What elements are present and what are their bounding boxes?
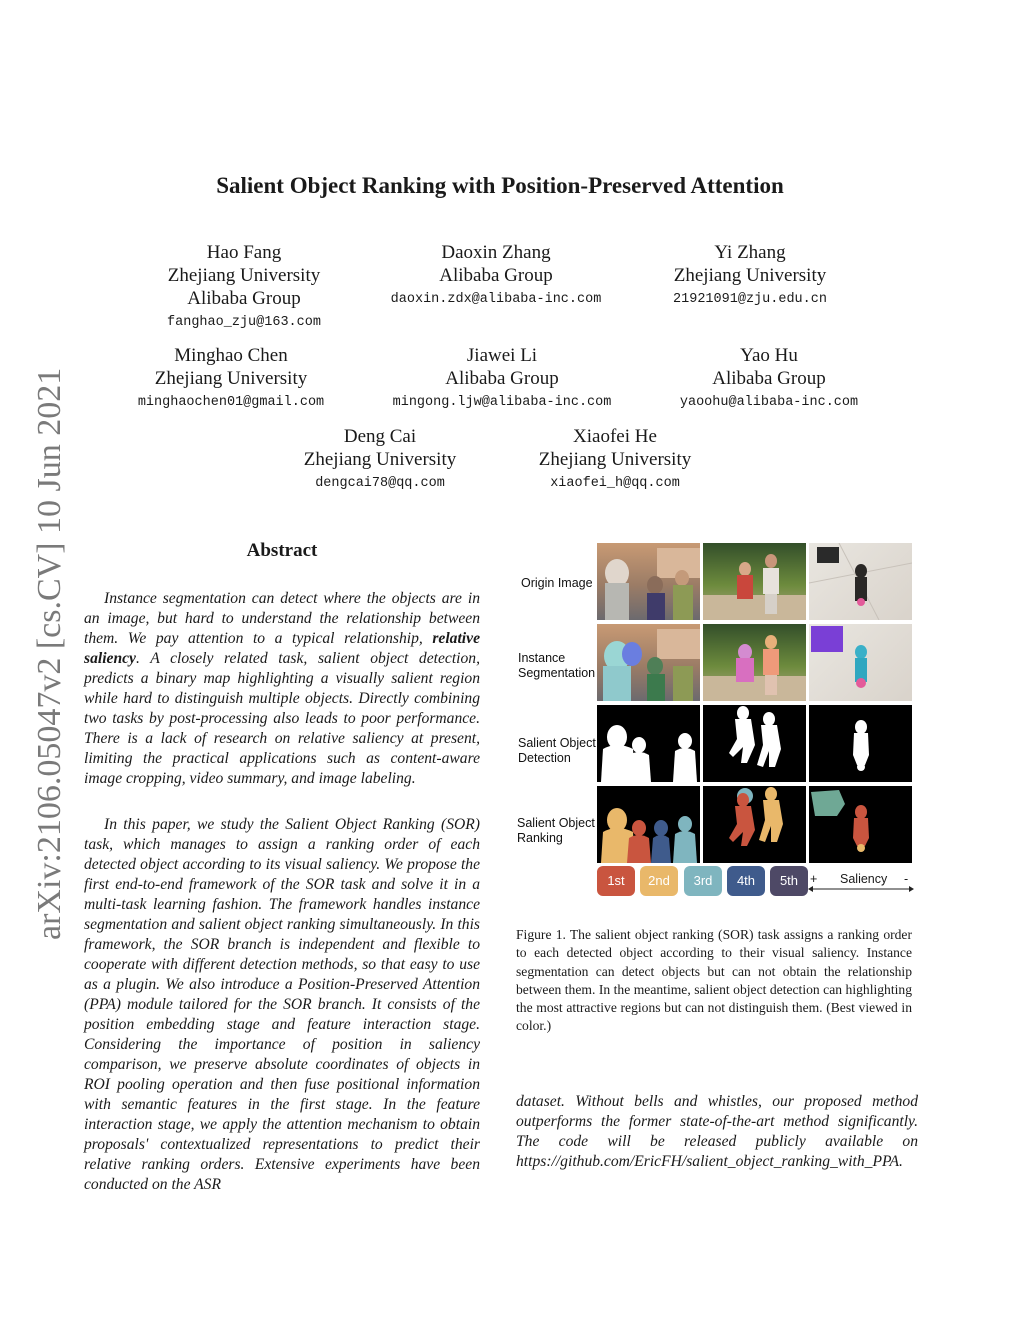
author-name: Yao Hu	[740, 345, 798, 366]
author-affiliation: Zhejiang University	[303, 449, 457, 470]
figure-1	[516, 542, 916, 902]
saliency-minus: -	[904, 872, 909, 886]
row-label-instance: Instance Segmentation	[518, 651, 596, 680]
author-affiliation: Alibaba Group	[187, 288, 301, 309]
author-affiliation: Zhejiang University	[673, 265, 827, 286]
author-block	[101, 344, 361, 413]
intro-continuation: dataset. Without bells and whistles, our proposed method outperforms the former state-of-the-art method significantly. The code will be released publicly available on https://github.com/EricFH/salient_object_ranking_with_PPA.	[516, 1093, 918, 1170]
saliency-plus: +	[810, 872, 818, 886]
author-affiliation: Alibaba Group	[712, 368, 826, 389]
rank-badge: 4th	[727, 866, 765, 896]
author-block	[372, 344, 632, 413]
paper-title: Salient Object Ranking with Position-Preserved Attention	[216, 173, 784, 198]
author-email: fanghao_zju@163.com	[167, 315, 321, 330]
author-email: yaoohu@alibaba-inc.com	[679, 395, 859, 410]
arxiv-identifier: arXiv:2106.05047v2 [cs.CV] 10 Jun 2021	[31, 367, 68, 940]
author-affiliation: Alibaba Group	[445, 368, 559, 389]
author-block	[250, 425, 510, 494]
author-affiliation: Zhejiang University	[167, 265, 321, 286]
author-block	[485, 425, 745, 494]
author-name: Xiaofei He	[573, 426, 657, 447]
image-tile	[809, 705, 912, 782]
author-name: Jiawei Li	[466, 345, 538, 366]
saliency-arrow-icon	[808, 885, 914, 893]
photo-icon	[703, 705, 806, 782]
author-name: Deng Cai	[343, 426, 417, 447]
photo-icon	[597, 786, 700, 863]
author-block	[620, 241, 880, 310]
photo-icon	[597, 624, 700, 701]
author-affiliation: Zhejiang University	[538, 449, 692, 470]
image-tile	[597, 786, 700, 863]
author-affiliation: Alibaba Group	[439, 265, 553, 286]
saliency-scale	[808, 872, 914, 892]
author-email: daoxin.zdx@alibaba-inc.com	[390, 292, 602, 307]
abstract-paragraph-1	[84, 589, 480, 789]
author-email: minghaochen01@gmail.com	[137, 395, 325, 410]
photo-icon	[597, 705, 700, 782]
abstract-paragraph-2: In this paper, we study the Salient Object Ranking (SOR) task, which manages to assign a ranking order of each detected object according to its visual saliency. We propose the first end-to-end framework of the SOR task and solve it in a multi-task learning fashion. The framework handles instance segmentation and salient object ranking simultaneously. In this framework, the SOR branch is independent and flexible to cooperate with different detection methods, so that easy to use as a plugin. We also introduce a Position-Preserved Attention (PPA) module tailored for the SOR branch. It consists of the position embedding stage and feature interaction stage. Considering the importance of position in saliency comparison, we preserve absolute coordinates of objects in ROI pooling operation and then fuse positional information with semantic features in the first stage. In the feature interaction stage, we apply the attention mechanism to obtain proposals' contextualized representations to predict their relative ranking orders. Extensive experiments have been conducted on the ASR	[84, 816, 480, 1193]
row-label-sor: Salient Object Ranking	[517, 816, 595, 845]
image-tile	[597, 624, 700, 701]
author-block	[114, 241, 374, 333]
photo-icon	[809, 786, 912, 863]
image-tile	[809, 624, 912, 701]
rank-badge: 1st	[597, 866, 635, 896]
author-block	[639, 344, 899, 413]
author-affiliation: Zhejiang University	[154, 368, 308, 389]
image-tile	[703, 705, 806, 782]
photo-icon	[703, 786, 806, 863]
author-name: Hao Fang	[206, 242, 282, 263]
row-label-sod: Salient Object Detection	[518, 736, 596, 765]
image-tile	[703, 624, 806, 701]
saliency-label: Saliency	[840, 872, 888, 886]
photo-icon	[597, 543, 700, 620]
author-name: Daoxin Zhang	[441, 242, 551, 263]
author-email: mingong.ljw@alibaba-inc.com	[392, 395, 612, 410]
image-tile	[703, 543, 806, 620]
author-block	[366, 241, 626, 310]
author-email: xiaofei_h@qq.com	[550, 476, 680, 491]
photo-icon	[703, 543, 806, 620]
photo-icon	[703, 624, 806, 701]
figure-caption: Figure 1. The salient object ranking (SOR) task assigns a ranking order to each detected object according to their visual saliency. Instance segmentation can detect objects but can not obtain the relationship between them. In the meantime, salient object detection can highlighting the most attractive regions but can not distinguish them. (Best viewed in color.)	[516, 927, 912, 1034]
abstract-text: Instance segmentation can detect where the objects are in an image, but hard to understand the relationship between them. We pay attention to a typical relationship,	[84, 590, 480, 647]
author-email: 21921091@zju.edu.cn	[673, 292, 827, 307]
abstract-emphasis: relative saliency	[84, 630, 480, 667]
image-tile	[809, 786, 912, 863]
image-tile	[703, 786, 806, 863]
photo-icon	[809, 543, 912, 620]
image-tile	[597, 705, 700, 782]
rank-badge: 3rd	[684, 866, 722, 896]
photo-icon	[809, 705, 912, 782]
rank-badge: 5th	[770, 866, 808, 896]
abstract-heading: Abstract	[246, 540, 318, 561]
photo-icon	[809, 624, 912, 701]
author-name: Yi Zhang	[714, 242, 786, 263]
image-tile	[597, 543, 700, 620]
abstract-text: . A closely related task, salient object detection, predicts a binary map highlighting a visually salient region while hard to distinguish multiple objects. Directly combining two tasks by post-processing also leads to poor performance. There is a lack of research on relative saliency at present, limiting the practical applications such as content-aware image cropping, video summary, and image labeling.	[84, 650, 480, 787]
image-tile	[809, 543, 912, 620]
author-email: dengcai78@qq.com	[315, 476, 445, 491]
row-label-origin: Origin Image	[521, 576, 593, 590]
author-name: Minghao Chen	[174, 345, 288, 366]
rank-badge: 2nd	[640, 866, 678, 896]
